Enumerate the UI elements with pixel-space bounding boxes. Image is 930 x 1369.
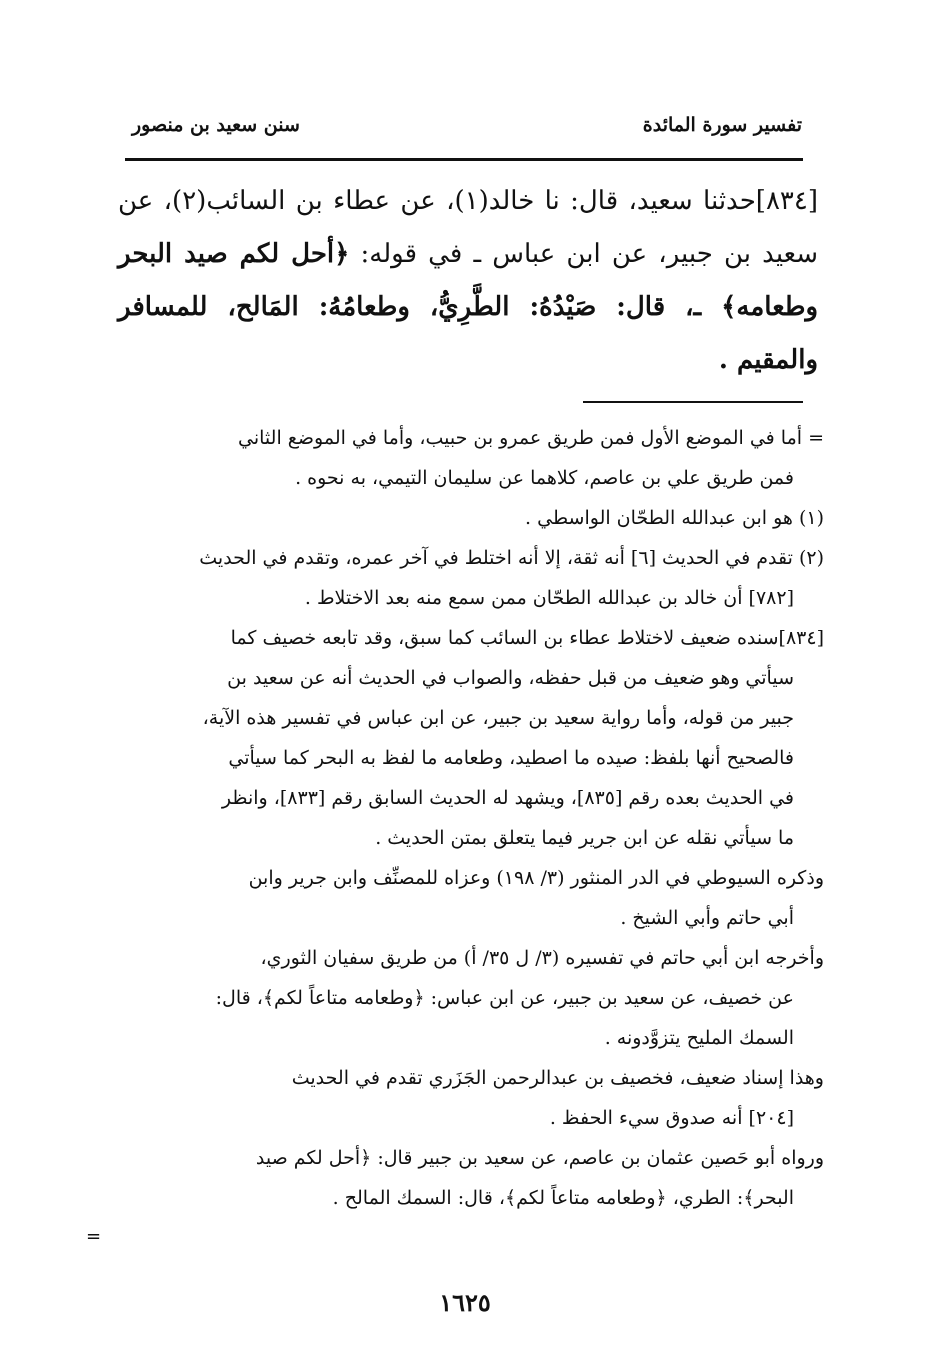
footnotes — [112, 418, 824, 1218]
book-title: سنن سعيد بن منصور — [132, 114, 300, 136]
commentary-line: [٨٣٤]سنده ضعيف لاختلاط عطاء بن السائب كما سبق، وقد تابعه خصيف كما — [230, 627, 824, 649]
continuation-mark: = — [86, 1226, 102, 1247]
chapter-title: تفسير سورة المائدة — [642, 114, 802, 136]
commentary-line: وهذا إسناد ضعيف، فخصيف بن عبدالرحمن الجَزَري تقدم في الحديث — [291, 1067, 824, 1089]
hadith-number: [٨٣٤] — [755, 186, 818, 216]
commentary-line: وذكره السيوطي في الدر المنثور (٣/ ١٩٨) وعزاه للمصنِّف وابن جرير وابن — [248, 867, 824, 889]
commentary-line: البحر﴾: الطري، ﴿وطعامه متاعاً لكم﴾، قال: السمك المالح . — [332, 1187, 794, 1209]
commentary-line: في الحديث بعده رقم [٨٣٥]، ويشهد له الحديث السابق رقم [٨٣٣]، وانظر — [221, 787, 794, 809]
commentary-line: جبير من قوله، وأما رواية سعيد بن جبير، عن ابن عباس في تفسير هذه الآية، — [202, 707, 794, 729]
footnote-line: [٧٨٢] أن خالد بن عبدالله الطحّان ممن سمع منه بعد الاختلاط . — [304, 587, 794, 609]
page-number: ١٦٢٥ — [439, 1288, 491, 1317]
commentary-line: فالصحيح أنها بلفظ: صيده ما اصطيد، وطعامه ما لفظ به البحر كما سيأتي — [228, 747, 794, 769]
footnote-2: (٢) تقدم في الحديث [٦] أنه ثقة، إلا أنه اختلط في آخر عمره، وتقدم في الحديث — [199, 547, 824, 569]
commentary-line: السمك المليح يتزوَّدونه . — [604, 1027, 794, 1049]
commentary-line: سيأتي وهو ضعيف من قبل حفظه، والصواب في الحديث أنه عن سعيد بن — [227, 667, 794, 689]
commentary-line: وأخرجه ابن أبي حاتم في تفسيره (٣/ ل ٣٥/ أ) من طريق سفيان الثوري، — [260, 947, 824, 969]
commentary-line: [٢٠٤] أنه صدوق سيء الحفظ . — [549, 1107, 794, 1129]
hadith-text — [118, 175, 818, 387]
footnote-1: (١) هو ابن عبدالله الطحّان الواسطي . — [525, 507, 824, 529]
footnote-divider — [583, 401, 803, 403]
commentary-line: عن خصيف، عن سعيد بن جبير، عن ابن عباس: ﴿وطعامه متاعاً لكم﴾، قال: — [215, 987, 794, 1009]
footnote-line: فمن طريق علي بن عاصم، كلاهما عن سليمان التيمي، به نحوه . — [295, 467, 794, 489]
header-divider — [125, 158, 803, 161]
hadith-chain: حدثنا سعيد، قال: نا خالد(١)، عن عطاء بن السائب(٢)، عن سعيد بن جبير، عن ابن عباس ـ في قوله: — [118, 186, 818, 269]
commentary-line: ورواه أبو حَصين عثمان بن عاصم، عن سعيد بن جبير قال: ﴿أحل لكم صيد — [255, 1147, 824, 1169]
footnote-line: = أما في الموضع الأول فمن طريق عمرو بن حبيب، وأما في الموضع الثاني — [238, 427, 824, 449]
commentary-line: أبي حاتم وأبي الشيخ . — [620, 907, 794, 929]
commentary-line: ما سيأتي نقله عن ابن جرير فيما يتعلق بمتن الحديث . — [375, 827, 794, 849]
hadith-quote: ﴿أحل لكم صيد البحر وطعامه﴾ ـ، قال: صَيْدُهُ: الطَّرِيُّ، وطعامُهُ: المَالح، للمسافر والمقيم . — [118, 239, 818, 375]
